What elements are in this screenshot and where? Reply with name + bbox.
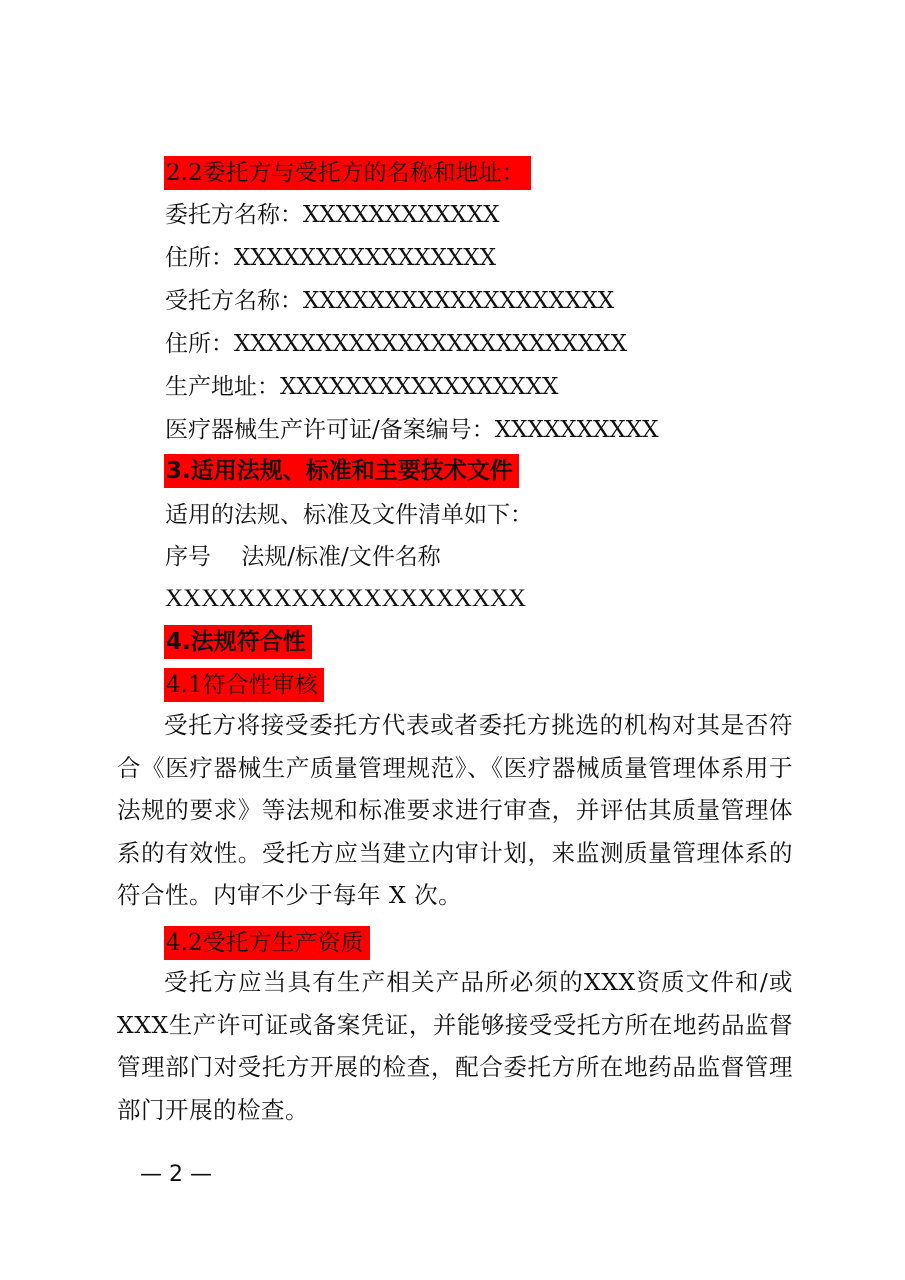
contractor-address: 住所：XXXXXXXXXXXXXXXXXXXXXXXX <box>165 331 627 357</box>
section-3-heading: 3.适用法规、标准和主要技术文件 <box>164 454 519 488</box>
page-number: — 2 — <box>140 1162 212 1187</box>
client-address: 住所：XXXXXXXXXXXXXXXX <box>165 245 496 271</box>
section-4-1-heading: 4.1符合性审核 <box>164 668 324 702</box>
section-2-2-heading: 2.2委托方与受托方的名称和地址： <box>164 156 531 190</box>
section-4-2-body: 受托方应当具有生产相关产品所必须的XXX资质文件和/或XXX生产许可证或备案凭证，并能够接受受托方所在地药品监督管理部门对受托方开展的检查，配合委托方所在地药品监督管理部门开展的检查。 <box>117 968 793 1124</box>
regulation-table-header: 序号 法规/标准/文件名称 <box>165 544 441 570</box>
section-3-intro: 适用的法规、标准及文件清单如下： <box>165 502 533 528</box>
contractor-name: 受托方名称：XXXXXXXXXXXXXXXXXXX <box>165 288 615 314</box>
license-number: 医疗器械生产许可证/备案编号：XXXXXXXXXX <box>165 417 659 443</box>
section-4-2-heading: 4.2受托方生产资质 <box>164 926 370 960</box>
section-4-heading: 4.法规符合性 <box>164 625 312 659</box>
client-name: 委托方名称：XXXXXXXXXXXX <box>165 202 500 228</box>
regulation-table-row: XXXXXXXXXXXXXXXXXXXX <box>165 585 527 612</box>
section-4-1-body: 受托方将接受委托方代表或者委托方挑选的机构对其是否符合《医疗器械生产质量管理规范》、《医疗器械质量管理体系用于法规的要求》等法规和标准要求进行审查，并评估其质量管理体系的有效性。受托方应当建立内审计划，来监测质量管理体系的符合性。内审不少于每年 X 次。 <box>117 711 793 909</box>
production-address: 生产地址：XXXXXXXXXXXXXXXXX <box>165 374 559 400</box>
